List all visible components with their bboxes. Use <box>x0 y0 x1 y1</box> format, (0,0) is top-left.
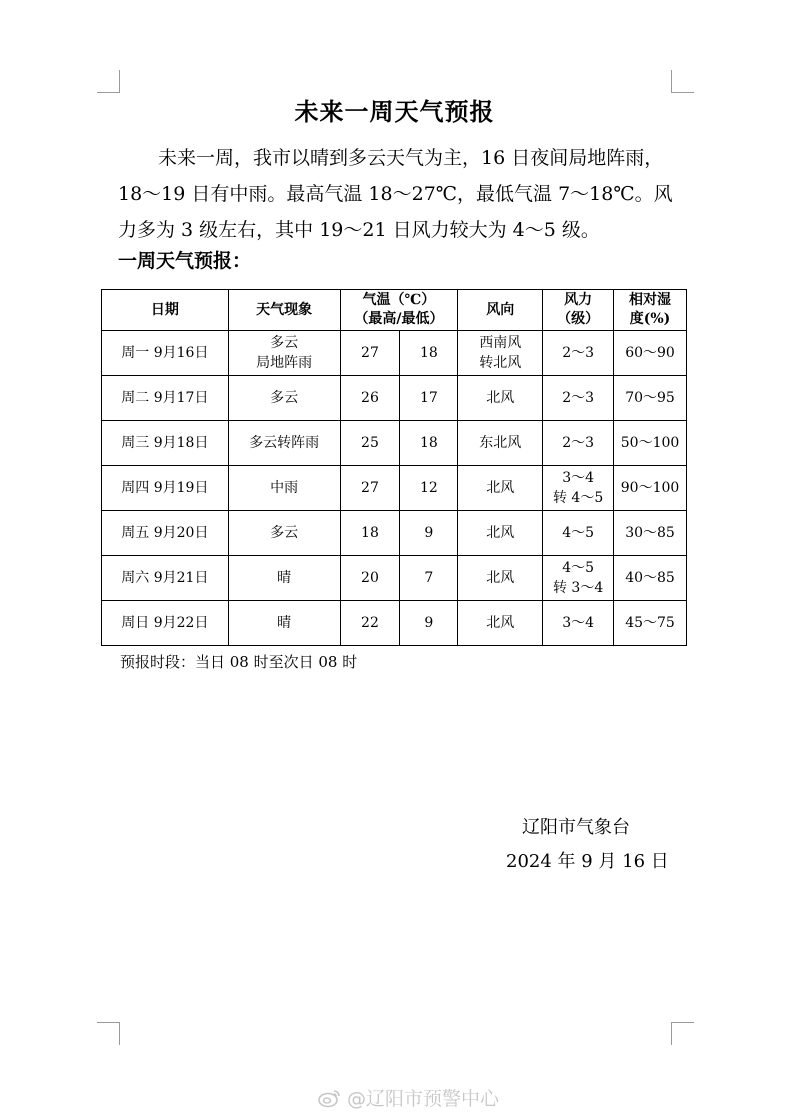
cell-weather: 多云 局地阵雨 <box>228 331 340 376</box>
cell-wind-force: 2～3 <box>543 331 614 376</box>
cell-wind-direction: 北风 <box>458 376 543 421</box>
cell-wind-force: 3～4 转 4～5 <box>543 466 614 511</box>
cell-wind-force: 4～5 <box>543 511 614 556</box>
cell-temp-high: 27 <box>340 466 400 511</box>
issue-date: 2024 年 9 月 16 日 <box>506 851 669 872</box>
cell-temp-high: 27 <box>340 331 400 376</box>
cell-temp-low: 17 <box>400 376 458 421</box>
cell-wind-force: 3～4 <box>543 601 614 646</box>
table-row <box>102 421 687 466</box>
header-temperature: 气温（℃） （最高/最低） <box>340 290 458 331</box>
cell-wind-direction: 北风 <box>458 556 543 601</box>
cell-temp-low: 12 <box>400 466 458 511</box>
table-row <box>102 556 687 601</box>
cell-weather: 多云 <box>228 511 340 556</box>
cell-date: 周四 9月19日 <box>102 466 229 511</box>
forecast-period-note: 预报时段：当日 08 时至次日 08 时 <box>120 653 358 671</box>
cell-humidity: 50～100 <box>614 421 687 466</box>
header-wind-direction: 风向 <box>458 290 543 331</box>
watermark-text: @辽阳市预警中心 <box>347 1088 500 1110</box>
cell-wind-direction: 北风 <box>458 601 543 646</box>
cell-weather: 晴 <box>228 601 340 646</box>
cell-temp-low: 9 <box>400 511 458 556</box>
cell-date: 周六 9月21日 <box>102 556 229 601</box>
crop-mark-bottom-right <box>671 1022 694 1045</box>
cell-humidity: 90～100 <box>614 466 687 511</box>
cell-temp-low: 9 <box>400 601 458 646</box>
cell-temp-high: 22 <box>340 601 400 646</box>
cell-wind-force: 4～5 转 3～4 <box>543 556 614 601</box>
section-heading: 一周天气预报： <box>118 250 252 272</box>
cell-humidity: 45～75 <box>614 601 687 646</box>
cell-temp-low: 18 <box>400 331 458 376</box>
table-row <box>102 331 687 376</box>
cell-weather: 晴 <box>228 556 340 601</box>
cell-humidity: 40～85 <box>614 556 687 601</box>
cell-date: 周二 9月17日 <box>102 376 229 421</box>
cell-temp-high: 25 <box>340 421 400 466</box>
table-row <box>102 601 687 646</box>
forecast-table <box>101 289 687 646</box>
cell-weather: 多云转阵雨 <box>228 421 340 466</box>
watermark <box>318 1084 499 1111</box>
cell-wind-direction: 北风 <box>458 511 543 556</box>
cell-humidity: 70～95 <box>614 376 687 421</box>
cell-wind-direction: 西南风 转北风 <box>458 331 543 376</box>
cell-wind-direction: 东北风 <box>458 421 543 466</box>
header-wind-force: 风力 （级） <box>543 290 614 331</box>
document-title: 未来一周天气预报 <box>294 97 495 126</box>
table-row <box>102 511 687 556</box>
cell-date: 周三 9月18日 <box>102 421 229 466</box>
header-date: 日期 <box>102 290 229 331</box>
header-humidity: 相对湿 度(%) <box>614 290 687 331</box>
table-row <box>102 466 687 511</box>
crop-mark-top-left <box>97 70 120 93</box>
cell-wind-direction: 北风 <box>458 466 543 511</box>
cell-temp-high: 26 <box>340 376 400 421</box>
cell-date: 周日 9月22日 <box>102 601 229 646</box>
cell-date: 周五 9月20日 <box>102 511 229 556</box>
intro-paragraph: 未来一周，我市以晴到多云天气为主，16 日夜间局地阵雨，18～19 日有中雨。最高气温 18～27℃，最低气温 7～18℃。风力多为 3 级左右，其中 19～21 日风力较大为 4～5 级。 <box>118 147 673 241</box>
table-row <box>102 376 687 421</box>
cell-wind-force: 2～3 <box>543 376 614 421</box>
cell-temp-high: 20 <box>340 556 400 601</box>
crop-mark-top-right <box>671 70 694 93</box>
cell-temp-low: 18 <box>400 421 458 466</box>
crop-mark-bottom-left <box>97 1022 120 1045</box>
cell-weather: 中雨 <box>228 466 340 511</box>
cell-weather: 多云 <box>228 376 340 421</box>
cell-humidity: 60～90 <box>614 331 687 376</box>
issuing-organization: 辽阳市气象台 <box>522 817 630 838</box>
cell-temp-high: 18 <box>340 511 400 556</box>
cell-temp-low: 7 <box>400 556 458 601</box>
table-header-row <box>102 290 687 331</box>
cell-wind-force: 2～3 <box>543 421 614 466</box>
header-weather: 天气现象 <box>228 290 340 331</box>
weibo-icon <box>318 1088 342 1108</box>
cell-date: 周一 9月16日 <box>102 331 229 376</box>
cell-humidity: 30～85 <box>614 511 687 556</box>
